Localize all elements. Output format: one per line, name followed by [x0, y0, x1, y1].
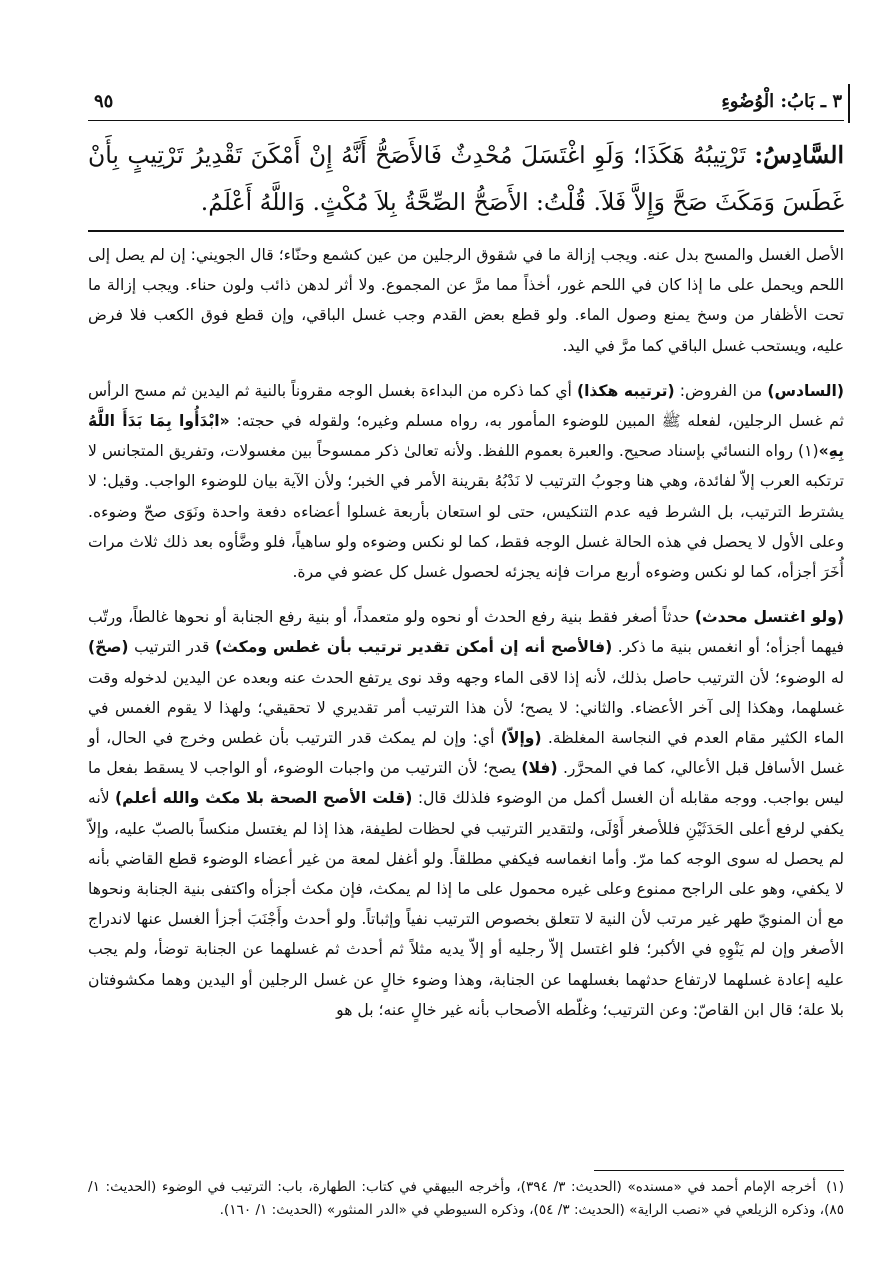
- commentary-text: لأنه يكفي لرفع أعلى الحَدَثَيْنِ فللأصغر أَوْلَى، ولتقدير الترتيب في لحظات لطيفة، هذا إذا لم يغتسل منكساً بالصبّ عليه، وإلاّ لم يحصل له سوى الوجه كما مرّ. وأما انغماسه فيكفي مطلقاً. ولو أغفل لمعة من غير أعضاء الوضوء قطع القاضي بأنه لا يكفي، وهو على الراجح ممنوع وعلى غيره محمول على ما إذا لم يمكث، فإن مكث أجزأه واكتفى بنية الجنابة ونحوها مع أن المنويّ طهر غير مرتب لأن النية لا تتعلق بخصوص الترتيب نفياً وإثباتاً. ولو أحدث وأَجْنَبَ أجزأ الغسل عنها لاندراج الأصغر وإن لم يَنْوِهِ في الأكبر؛ فلو اغتسل إلاّ رجليه أو إلاّ يديه مثلاً ثم أحدث ثم غسلهما عن الجنابة توضأ، ولم يجب عليه إعادة غسلهما لارتفاع حدثهما بغسلهما عن الجنابة، وهذا وضوء خالٍ عن غسل الرجلين أو اليدين وهما مكشوفتان بلا علة؛ قال ابن القاصّ: وعن الترتيب؛ وغلّطه الأصحاب بأنه غير خالٍ عنه؛ بل هو: [88, 789, 844, 1019]
- quoted-matn: (ولو اغتسل محدث): [694, 608, 844, 627]
- commentary-text: أي: وإن لم يمكث قدر الترتيب بأن غطس وخرج في الحال، أو غسل الأسافل قبل الأعالي، كما في المحرَّر.: [88, 729, 844, 778]
- quoted-matn: (ترتيبه هكذا): [576, 381, 675, 400]
- commentary: [88, 240, 844, 1025]
- header-side-rule: [848, 84, 850, 123]
- footnote-text: أخرجه الإمام أحمد في «مسنده» (الحديث: ٣/ ٣٩٤)، وأخرجه البيهقي في كتاب: الطهارة، باب: الترتيب في الوضوء (الحديث: ١/ ٨٥)، وذكره الزيلعي في «نصب الراية» (الحديث: ٣/ ٥٤)، وذكره السيوطي في «الدر المنثور» (الحديث: ١/ ١٦٠).: [88, 1179, 844, 1218]
- commentary-text: حدثاً أصغر فقط بنية رفع الحدث أو نحوه ولو متعمداً، أو بنية رفع الجنابة أو نحوها غالطاً، ورتّب فيهما أجزأه؛ أو انغمس بنية ما ذكر.: [88, 608, 844, 657]
- matn-divider: [88, 230, 844, 232]
- page-header: [88, 84, 844, 121]
- footnote-divider: [594, 1170, 844, 1171]
- footnote-number: (١): [826, 1179, 845, 1195]
- page-number: ٩٥: [94, 91, 114, 112]
- commentary-text: له الوضوء؛ لأن الترتيب حاصل بذلك، لأنه إذا لاقى الماء وجهه وقد نوى يرتفع الحدث عنه وبعده عن اليدين لدخوله وقت غسلهما، وهكذا إلى آخر الأعضاء. والثاني: لا يصح؛ لأن هذا الترتيب أمر تقديري لا تحقيقي؛ ولهذا لا يقوم الغمس في الماء الكثير مقام العدم في النجاسة المغلظة.: [88, 668, 844, 748]
- quoted-matn: (قلت الأصح الصحة بلا مكث والله أعلم): [115, 789, 413, 808]
- quoted-matn: (صحّ): [88, 638, 129, 657]
- book-page: [88, 82, 844, 1242]
- matn-lead: السَّادِسُ:: [754, 141, 844, 169]
- commentary-text: يصح؛ لأن الترتيب من واجبات الوضوء، أو الواجب لا يسقط بفعل ما ليس بواجب. ووجه مقابله أن الغسل أكمل من الوضوء فلذلك قال:: [88, 759, 844, 808]
- commentary-paragraph-1: الأصل الغسل والمسح بدل عنه. ويجب إزالة ما في شقوق الرجلين من عين كشمع وحنّاء؛ قال الجويني: إن لم يصل إلى اللحم ويحمل على ما إذا كان في اللحم غور، أخذاً مما مرَّ عن المجموع. ولا أثر لدهن ذائب ولون حناء. ويجب إزالة ما تحت الأظفار من وسخ يمنع وصول الماء. ولو قطع بعض القدم وجب غسل الباقي، وإن قطع فوق الكعب فلا فرض عليه، ويستحب غسل الباقي كما مرَّ في اليد.: [88, 246, 844, 355]
- footnotes: [88, 1176, 844, 1222]
- running-head: ٣ ـ بَابُ: الْوُضُوءِ: [721, 91, 842, 112]
- matn-text: [88, 132, 844, 226]
- commentary-paragraph-3: [88, 602, 844, 1025]
- quoted-matn: (السادس): [767, 381, 845, 400]
- quoted-matn: (فلا): [521, 759, 558, 778]
- commentary-text: (١) رواه النسائي بإسناد صحيح. والعبرة بعموم اللفظ. ولأنه تعالىٰ ذكر ممسوحاً بين مغسولات، وتفريق المتجانس لا ترتكبه العرب إلاّ لفائدة، وهي هنا وجوبُ الترتيب لا نَدْبُهُ بقرينة الأمر في الخبر؛ ولأن الآية بيان للوضوء الواجب. وقيل: لا يشترط الترتيب، بل الشرط فيه عدم التنكيس، حتى لو استعان بأربعة غسلوا أعضاءه دفعة واحدة ونَوَى صحّ وضوءه. وعلى الأول لا يحصل في هذه الحالة غسل الوجه فقط، كما لو نكس وضوءه ولو ساهياً، فلو وضَّأوه بعد ذلك ثلاث مرات أُخَرَ أجزأه، كما لو نكس وضوءه أربع مرات فإنه يجزئه لحصول غسل كل عضو في مرة.: [88, 442, 844, 582]
- commentary-paragraph-2: [88, 376, 844, 587]
- hadith-quote: «ابْدَأُوا بِمَا بَدَأَ اللَّهُ بِهِ»: [88, 412, 844, 461]
- matn-body: تَرْتِيبُهُ هَكَذَا؛ وَلَوِ اغْتَسَلَ مُحْدِثٌ فَالأَصَحُّ أَنَّهُ إِنْ أَمْكَنَ تَقْدِيرُ تَرْتِيبٍ بِأَنْ غَطَسَ وَمَكَثَ صَحَّ وَإِلاَّ فَلاَ. قُلْتُ: الأَصَحُّ الصِّحَّةُ بِلاَ مُكْثٍ. وَاللَّهُ أَعْلَمُ.: [88, 141, 844, 216]
- commentary-text: من الفروض:: [674, 381, 768, 400]
- commentary-text: أي كما ذكره من البداءة بغسل الوجه مقروناً بالنية ثم اليدين ثم مسح الرأس ثم غسل الرجلين، لفعله ﷺ المبين للوضوء المأمور به، رواه مسلم وغيره؛ ولقوله في حجته:: [88, 381, 844, 431]
- quoted-matn: (وإلاّ): [500, 729, 542, 748]
- commentary-text: قدر الترتيب: [128, 638, 215, 657]
- quoted-matn: (فالأصح أنه إن أمكن تقدير ترتيب بأن غطس ومكث): [215, 638, 613, 657]
